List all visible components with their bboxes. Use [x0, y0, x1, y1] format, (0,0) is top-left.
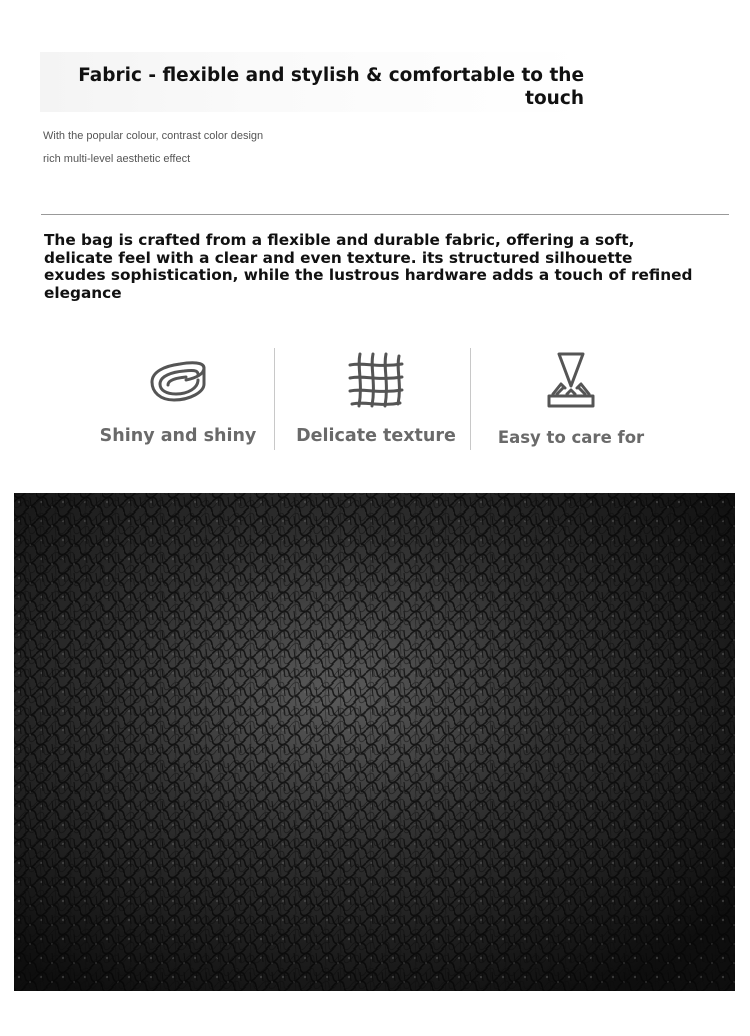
subtitle-line-2: rich multi-level aesthetic effect — [43, 153, 191, 165]
subtitle-line-1: With the popular colour, contrast color design — [43, 130, 264, 142]
feature-item-care — [473, 346, 669, 452]
feature-separator-1 — [274, 348, 275, 450]
leather-grain-image — [14, 493, 735, 991]
leather-texture-photo — [14, 493, 735, 991]
feature-label-shiny: Shiny and shiny — [99, 426, 257, 446]
feature-item-texture — [278, 346, 474, 452]
page-title: Fabric - flexible and stylish & comfortable to the touch — [78, 65, 584, 109]
section-divider — [41, 214, 729, 215]
feature-separator-2 — [470, 348, 471, 450]
feature-label-care: Easy to care for — [497, 428, 645, 447]
feature-label-texture: Delicate texture — [296, 426, 456, 446]
woven-grid-icon — [344, 348, 408, 412]
water-drop-splash-icon — [539, 348, 603, 412]
product-description: The bag is crafted from a flexible and durable fabric, offering a soft, delicate feel with a clear and even texture. its structured silhouette exudes sophistication, while the lustrous hardware adds a touch of refined elegance — [44, 231, 693, 302]
feature-list — [80, 346, 670, 452]
folded-fabric-icon — [146, 348, 210, 412]
feature-item-shiny — [80, 346, 276, 452]
